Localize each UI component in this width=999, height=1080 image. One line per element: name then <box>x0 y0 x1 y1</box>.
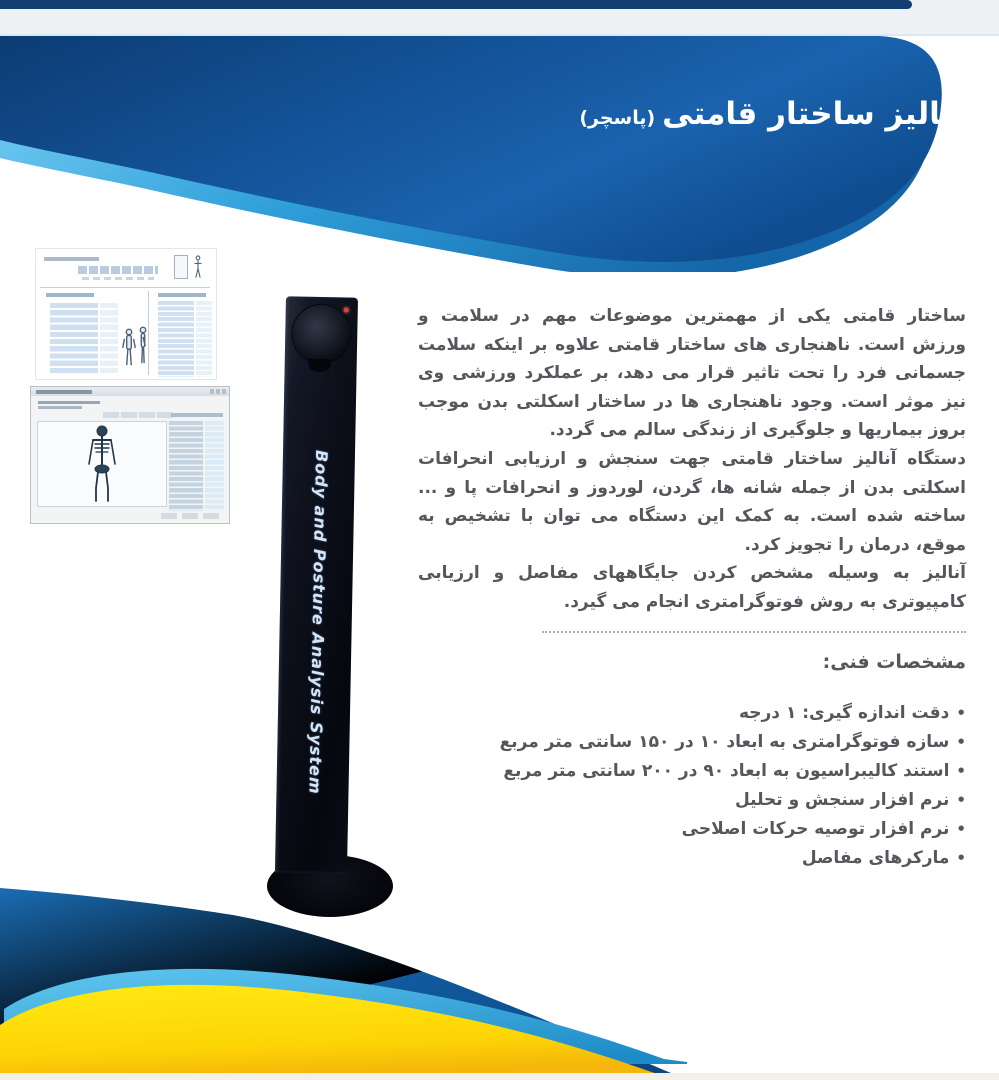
analysis-software-screenshot <box>30 386 230 524</box>
page-title-subtext: (پاسچر) <box>579 107 656 129</box>
footer-wave-graphic <box>0 880 999 1080</box>
device-camera-circle <box>292 304 351 363</box>
page-title-text: آنالیز ساختار قامتی <box>662 96 963 132</box>
device-camera-notch <box>309 359 331 372</box>
report-right-table-values <box>196 301 212 377</box>
spec-item-text: استند کالیبراسیون به ابعاد ۹۰ در ۲۰۰ سانتی متر مربع <box>503 760 950 781</box>
report-caption-bar <box>44 257 99 261</box>
intro-paragraph-3: آنالیز به وسیله مشخص کردن جایگاههای مفاصل و ارزیابی کامپیوتری به روش فوتوگرامتری انجام می گیرد. <box>418 563 966 612</box>
spec-item <box>418 844 966 873</box>
spec-item <box>418 757 966 786</box>
spec-item-text: نرم افزار سنجش و تحلیل <box>734 789 950 810</box>
header-blue-blob <box>0 36 942 262</box>
report-right-table-header <box>158 293 206 297</box>
spec-item-text: سازه فوتوگرامتری به ابعاد ۱۰ در ۱۵۰ سانتی متر مربع <box>499 731 950 752</box>
report-screenshot <box>35 248 217 380</box>
report-left-table-header <box>46 293 94 297</box>
bullet-icon: • <box>956 732 966 751</box>
spec-item <box>418 786 966 815</box>
specs-heading: مشخصات فنی: <box>822 650 966 673</box>
person-icon <box>192 255 204 279</box>
report-right-table-labels <box>158 301 194 377</box>
bullet-icon: • <box>956 790 966 809</box>
intro-text-column <box>418 302 966 873</box>
posture-frame-icon <box>174 255 188 279</box>
report-toolbar-values <box>82 277 154 280</box>
dotted-separator <box>542 631 966 633</box>
bullet-icon: • <box>956 761 966 780</box>
body-figure-side-icon <box>135 321 151 371</box>
window-info-line-2 <box>38 406 82 409</box>
window-titlebar <box>31 387 229 396</box>
window-info-line <box>38 401 100 404</box>
posture-device-photo <box>275 296 358 873</box>
window-title-bar-text <box>36 390 92 394</box>
bullet-icon: • <box>956 848 966 867</box>
skeleton-figure <box>82 424 122 504</box>
specs-list <box>418 699 966 873</box>
intro-paragraph-1: ساختار قامتی یکی از مهمترین موضوعات مهم در سلامت و ورزش است. ناهنجاری های ساختار قامتی علاوه بر اینکه سلامت جسمانی فرد را تحت تاثیر قرار می دهد، بر عملکرد ورزشی وی نیز موثر است. وجود ناهنجاری ها در ساختار اسکلتی بدن موجب بروز بیماریها و جلوگیری از زندگی سالم می گردد. <box>418 306 966 441</box>
device-side-label: Body and Posture Analysis System <box>305 449 332 795</box>
spec-item-text: دقت اندازه گیری: ۱ درجه <box>738 702 950 723</box>
spec-item-text: مارکرهای مفاصل <box>801 847 950 868</box>
window-bottom-buttons <box>161 513 223 519</box>
report-toolbar-buttons <box>78 266 158 274</box>
bottom-strip <box>0 1073 999 1080</box>
report-left-table-values <box>100 303 118 375</box>
spec-item <box>418 815 966 844</box>
measurements-labels-column <box>169 421 203 511</box>
intro-paragraph-2: دستگاه آنالیز ساختار قامتی جهت سنجش و ارزیابی انحرافات اسکلتی بدن از جمله شانه ها، گردن، لوردوز و انحرافات پا و ... ساخته شده است. به کمک این دستگاه می توان با تشخیص به موقع، درمان را تجویز کرد. <box>418 448 966 555</box>
report-divider <box>40 287 210 288</box>
bullet-icon: • <box>956 819 966 838</box>
bullet-icon: • <box>956 703 966 722</box>
page-title <box>579 96 963 132</box>
window-control-buttons <box>210 389 226 394</box>
skeleton-canvas <box>37 421 167 507</box>
header-wave-graphic <box>0 0 999 272</box>
spec-item <box>418 699 966 728</box>
window-tab-buttons <box>103 412 173 418</box>
window-panel-header <box>171 413 223 417</box>
device-led-indicator <box>344 307 349 312</box>
spec-item-text: نرم افزار توصیه حرکات اصلاحی <box>681 818 950 839</box>
measurements-values-column <box>205 421 224 511</box>
spec-item <box>418 728 966 757</box>
report-left-table-labels <box>50 303 98 375</box>
